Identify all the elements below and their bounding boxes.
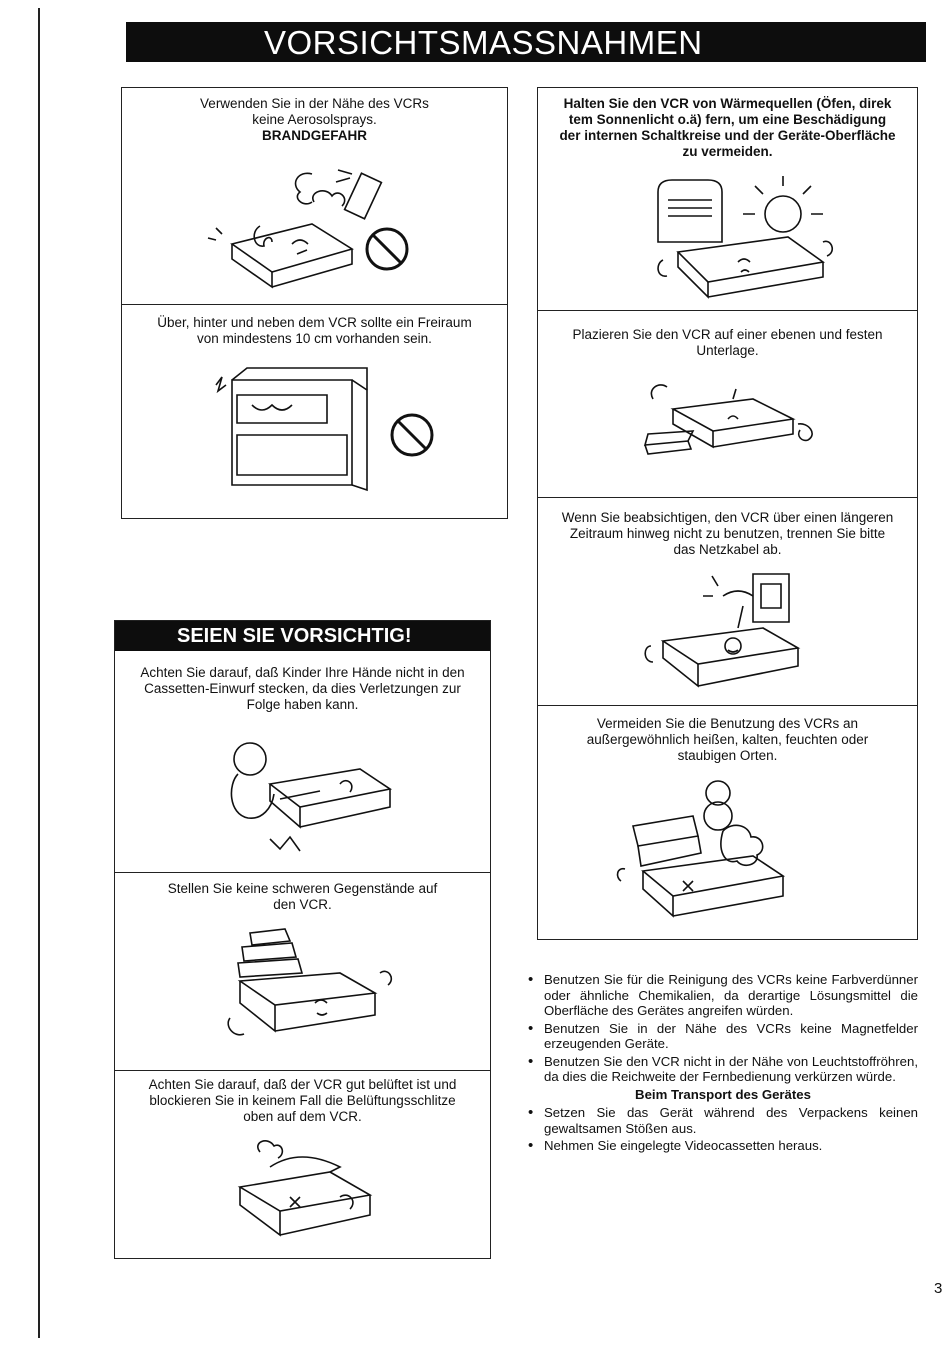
heat-text-line-1: Halten Sie den VCR von Wärmequellen (Öfen, direk [563, 96, 892, 111]
ventilation-text-line-2: blockieren Sie in keinem Fall die Belüftungsschlitze [149, 1093, 456, 1108]
caution-heading: SEIEN SIE VORSICHTIG! [115, 621, 490, 651]
note-transport-shock: • Setzen Sie das Gerät während des Verpackens keinen gewaltsamen Stößen aus. [528, 1105, 918, 1136]
environment-text-line-3: staubigen Orten. [677, 748, 778, 763]
heat-text-line-2: tem Sonnenlicht o.ä) fern, um eine Beschädigung [568, 112, 887, 127]
clearance-text-line-1: Über, hinter und neben dem VCR sollte ein Freiraum [157, 315, 472, 330]
margin-line [38, 8, 40, 1338]
environment-text-line-2: außergewöhnlich heißen, kalten, feuchten oder [586, 732, 869, 747]
ventilation-illustration [220, 1137, 400, 1257]
children-illustration [210, 729, 400, 869]
unplug-text-line-1: Wenn Sie beabsichtigen, den VCR über einen längeren [561, 510, 894, 525]
precaution-aerosol [122, 88, 507, 305]
unplug-text-line-3: das Netzkabel ab. [673, 542, 782, 557]
level-text-line-1: Plazieren Sie den VCR auf einer ebenen und festen [572, 327, 883, 342]
unplug-illustration [633, 566, 833, 696]
precaution-heat [538, 88, 917, 311]
heat-illustration [638, 172, 848, 302]
transport-heading: Beim Transport des Gerätes [635, 1086, 811, 1102]
heavy-text-line-2: den VCR. [273, 897, 332, 912]
precaution-level-surface [538, 311, 917, 498]
note-remove-cassettes: • Nehmen Sie eingelegte Videocassetten heraus. [528, 1138, 918, 1154]
caution-heavy-objects [115, 873, 490, 1071]
children-text-line-1: Achten Sie darauf, daß Kinder Ihre Hände nicht in den [140, 665, 465, 680]
clearance-illustration [202, 360, 442, 500]
precaution-environment [538, 706, 917, 941]
environment-text-line-1: Vermeiden Sie die Benutzung des VCRs an [596, 716, 859, 731]
environment-illustration [613, 771, 833, 931]
aerosol-warning: BRANDGEFAHR [261, 128, 367, 143]
precaution-box-left [121, 87, 508, 519]
aerosol-text-line-1: Verwenden Sie in der Nähe des VCRs [200, 96, 429, 111]
caution-ventilation [115, 1071, 490, 1260]
page-number: 3 [934, 1280, 943, 1297]
clearance-text-line-2: von mindestens 10 cm vorhanden sein. [197, 331, 432, 346]
aerosol-illustration [202, 154, 422, 294]
caution-children [115, 651, 490, 873]
general-notes [528, 972, 918, 1156]
children-text-line-2: Cassetten-Einwurf stecken, da dies Verletzungen zur [144, 681, 461, 696]
note-magnetic: • Benutzen Sie in der Nähe des VCRs keine Magnetfelder erzeugenden Geräte. [528, 1021, 918, 1052]
precaution-unplug [538, 498, 917, 706]
level-text-line-2: Unterlage. [696, 343, 759, 358]
heat-text-line-3: der internen Schaltkreise und der Geräte-Oberfläche [559, 128, 896, 143]
note-cleaning: • Benutzen Sie für die Reinigung des VCRs keine Farbverdünner oder ähnliche Chemikalien, da derartige Lösungsmittel die Oberfläche des Gerätes angreifen würden. [528, 972, 918, 1019]
note-fluorescent: • Benutzen Sie den VCR nicht in der Nähe von Leuchtstoffröhren, da dies die Reichweite der Fernbedienung verkürzen würde. [528, 1054, 918, 1085]
heavy-text-line-1: Stellen Sie keine schweren Gegenstände auf [167, 881, 438, 896]
caution-box [114, 620, 491, 1259]
level-illustration [633, 369, 833, 489]
ventilation-text-line-3: oben auf dem VCR. [243, 1109, 362, 1124]
precaution-clearance [122, 305, 507, 520]
precaution-box-right [537, 87, 918, 940]
aerosol-text-line-2: keine Aerosolsprays. [252, 112, 377, 127]
page-title: VORSICHTSMASSNAHMEN [126, 22, 926, 62]
children-text-line-3: Folge haben kann. [246, 697, 359, 712]
heat-text-line-4: zu vermeiden. [682, 144, 773, 159]
heavy-objects-illustration [220, 923, 400, 1063]
ventilation-text-line-1: Achten Sie darauf, daß der VCR gut belüftet ist und [148, 1077, 457, 1092]
unplug-text-line-2: Zeitraum hinweg nicht zu benutzen, trennen Sie bitte [569, 526, 886, 541]
